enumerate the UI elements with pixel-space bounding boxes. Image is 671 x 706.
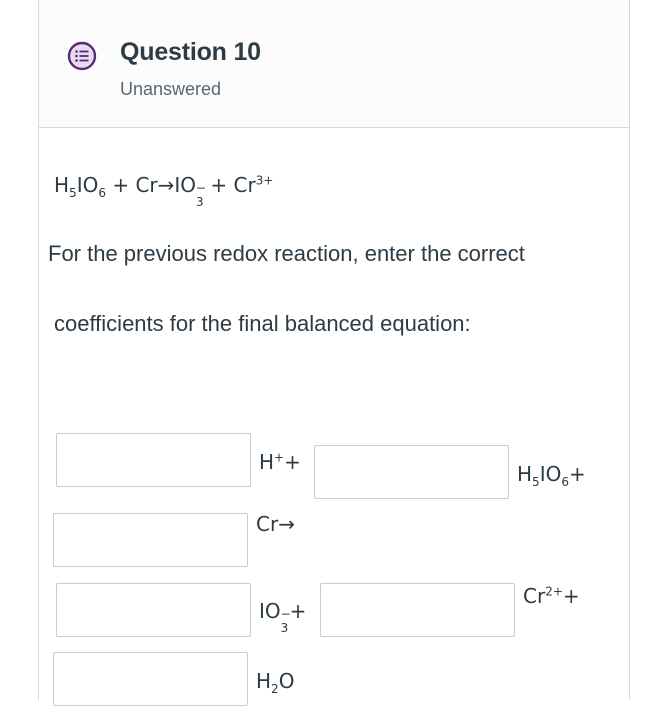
coefficient-input-h5io6[interactable] [314, 445, 509, 499]
question-status: Unanswered [120, 79, 222, 99]
term-h5io6: $H_5IO_6+$ [517, 462, 586, 489]
term-io3-minus: IO − 3 + [259, 599, 307, 635]
prompt-line-2: coefficients for the final balanced equation: [54, 311, 471, 336]
coefficient-input-io3[interactable] [56, 583, 251, 637]
question-title: Question 10 [120, 38, 261, 66]
coefficient-input-cr2[interactable] [320, 583, 515, 637]
term-cr2-plus: $Cr^{2+}+$ [523, 584, 580, 608]
unanswered-question-icon [67, 41, 97, 71]
term-h2o: $H_2O$ [256, 669, 295, 696]
question-header [39, 0, 629, 128]
term-h-plus: H++ [259, 450, 301, 474]
term-cr: Cr→ [256, 512, 295, 536]
prompt-line-1: For the previous redox reaction, enter the correct [48, 241, 525, 266]
coefficient-input-h-plus[interactable] [56, 433, 251, 487]
coefficient-input-h2o[interactable] [53, 652, 248, 706]
reaction-equation: $H_5IO_6 + Cr\to IO$ − 3 + $Cr^{3+}$ [54, 173, 274, 209]
coefficient-input-cr[interactable] [53, 513, 248, 567]
